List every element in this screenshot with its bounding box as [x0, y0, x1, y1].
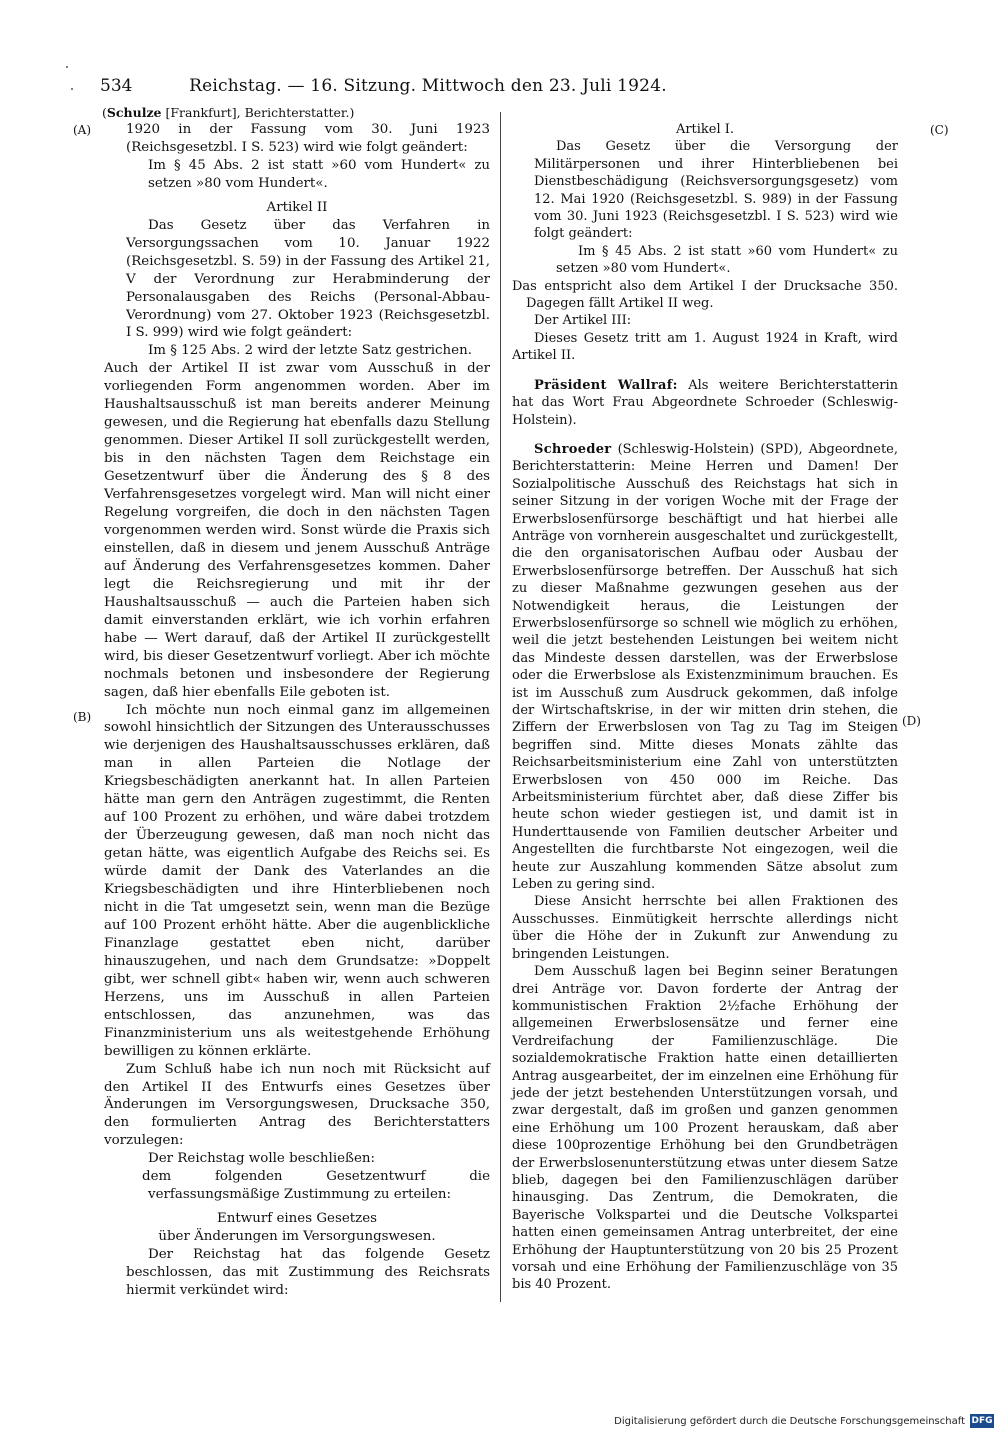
page-header: [100, 76, 706, 102]
law-amendment: Im § 45 Abs. 2 ist statt »60 vom Hundert« zu setzen »80 vom Hundert«.: [556, 243, 898, 277]
credit-text: Digitalisierung gefördert durch die Deutsche Forschungsgemeinschaft: [614, 1415, 965, 1427]
motion-text: dem folgenden Gesetzentwurf die verfassungsmäßige Zustimmung zu erteilen:: [142, 1169, 490, 1203]
margin-mark-b: (B): [73, 710, 92, 724]
law-text-continuation: 1920 in der Fassung vom 30. Juni 1923 (Reichsgesetzbl. I S. 523) wird wie folgt geändert:: [126, 122, 490, 155]
speaker-paragraph: [512, 441, 898, 894]
scan-speck: [71, 88, 73, 90]
speech-paragraph: Dieses Gesetz tritt am 1. August 1924 in Kraft, wird Artikel II.: [512, 330, 898, 364]
running-title: Reichstag. — 16. Sitzung. Mittwoch den 23. Juli 1924.: [189, 76, 667, 96]
law-text: Das Gesetz über das Verfahren in Versorgungssachen vom 10. Januar 1922 (Reichsgesetzbl. S. 59) in der Fassung des Artikel 21, V der Verordnung zur Herabminderung der Personalausgaben des Reichs (Personal-Abbau-Verordnung) vom 27. Oktober 1923 (Reichsgesetzbl. I S. 999) wird wie folgt geändert:: [126, 217, 490, 341]
speech-paragraph: Der Artikel III:: [534, 313, 632, 329]
speaker-text: Als weitere Berichterstatterin hat das Wort Frau Abgeordnete Schroeder (Schleswig-Holstein).: [512, 377, 899, 428]
speaker-tag-open: (: [102, 105, 107, 120]
speaker-name: Schroeder: [534, 441, 612, 457]
bill-subtitle: über Änderungen im Versorgungswesen.: [158, 1229, 436, 1245]
left-column: [104, 121, 490, 1300]
speech-paragraph: Das entspricht also dem Artikel I der Drucksache 350. Dagegen fällt Artikel II weg.: [512, 278, 898, 312]
bill-title: Entwurf eines Gesetzes: [216, 1211, 377, 1227]
law-amendment: Im § 45 Abs. 2 ist statt »60 vom Hundert« zu setzen »80 vom Hundert«.: [148, 157, 490, 191]
page-number: 534: [100, 76, 133, 96]
speech-paragraph: Dem Ausschuß lagen bei Beginn seiner Beratungen drei Anträge vor. Davon forderte der Antrag der kommunistischen Fraktion 2½fache Erhöhung der allgemeinen Erwerbslosensätze und ferner eine Verdreifachung der Familienzuschläge. Die sozialdemokratische Fraktion hatte einen detaillierten Antrag ausgearbeitet, der im einzelnen eine Erhöhung für jede der jetzt bestehenden Unterstützungen vorsah, und zwar dergestalt, daß im großen und ganzen genommen eine Erhöhung um 100 Prozent herauskam, daß aber diese 100prozentige Erhöhung bei den Grundbeträgen der Erwerbslosenunterstützung etwas unter diesem Satze blieb, dagegen bei den Familienzuschlägen darüber hinausging. Das Zentrum, die Demokraten, die Bayerische Volkspartei und die Deutsche Volkspartei hatten einen gemeinsamen Antrag unterbreitet, der eine Erhöhung der Hauptunterstützung von 20 bis 25 Prozent vorsah und eine Erhöhung der Familienzuschläge von 35 bis 40 Prozent.: [512, 964, 898, 1293]
speech-paragraph: Ich möchte nun noch einmal ganz im allgemeinen sowohl hinsichtlich der Sitzungen des Unterausschusses wie derjenigen des Haushaltsausschusses erklären, daß man in allen Parteien die Notlage der Kriegsbeschädigten anerkannt hat. In allen Parteien hätte man gern den Anträgen zugestimmt, die Renten auf 100 Prozent zu erhöhen, und wäre dabei trotzdem der Überzeugung gewesen, daß man noch nicht das getan hätte, was eigentlich Aufgabe des Reichs sei. Es würde damit der Dank des Vaterlandes an die Kriegsbeschädigten und ihre Hinterbliebenen noch nicht in die Tat umgesetzt sein, wenn man die Bezüge auf 100 Prozent erhöht hätte. Aber die augenblickliche Finanzlage gestattet eben nicht, darüber hinauszugehen, und nach dem Grundsatze: »Doppelt gibt, wer schnell gibt« haben wir, wenn auch schweren Herzens, uns im Ausschuß in allen Parteien entschlossen, das anzunehmen, was das Finanzministerium uns als weitestgehende Erhöhung bewilligen zu können erklärte.: [104, 702, 490, 1059]
speaker-paragraph: [512, 377, 898, 429]
article-heading: Artikel II: [266, 199, 328, 215]
speaker-text: (Schleswig-Holstein) (SPD), Abgeordnete, Berichterstatterin: Meine Herren und Damen! Der Sozialpolitische Ausschuß des Reichstags hat sich in seiner Sitzung in der vorigen Woche mit der Frage der Erwerbslosenfürsorge beschäftigt und hat hierbei alle Anträge von vornherein ausgeschaltet und zurückgestellt, die den organisatorischen Aufbau oder Ausbau der Erwerbslosenfürsorge betreffen. Der Ausschuß hat sich zu dieser Maßnahme gezwungen gesehen aus der Notwendigkeit heraus, die Leistungen der Erwerbslosenfürsorge so schnell wie möglich zu erhöhen, weil die jetzt bestehenden Leistungen bei weitem nicht das Mindeste dessen darstellen, was der Erwerbslose oder die Erwerbslose als Existenzminimum brauchen. Es ist im Ausschuß zum Ausdruck gekommen, daß infolge der Wirtschaftskrise, in der wir mitten drin stehen, die Ziffern der Erwerbslosen von Tag zu Tag im Steigen begriffen sind. Mitte dieses Monats zählte das Reichsarbeitsministerium eine Zahl von unterstützten Erwerbslosen von 450 000 im Reiche. Das Arbeitsministerium fürchtet aber, daß diese Ziffer bis heute schon wieder gestiegen ist, und damit ist in Hunderttausende von Familien deutscher Arbeiter und Angestellten die furchtbarste Not eingezogen, weil die heute zur Auszahlung kommenden Sätze absolut zum Leben zu gering sind.: [512, 441, 898, 893]
margin-mark-d: (D): [902, 714, 921, 728]
margin-mark-c: (C): [930, 123, 949, 137]
article-heading: Artikel I.: [675, 122, 735, 137]
scan-speck: [66, 66, 68, 68]
speaker-tag-rest: [Frankfurt], Berichterstatter.): [161, 105, 355, 120]
speaker-tag-name: Schulze: [106, 105, 162, 120]
column-divider: [500, 112, 501, 1302]
speech-paragraph: Auch der Artikel II ist zwar vom Ausschuß in der vorliegenden Form angenommen worden. Aber im Haushaltsausschuß ist man bereits anderer Meinung gewesen, und die Regierung hat ebenfalls dazu Stellung genommen. Dieser Artikel II soll zurückgestellt werden, bis in den nächsten Tagen dem Reichstage ein Gesetzentwurf über die Änderung des § 8 des Verfahrensgesetzes vorgelegt wird. Man will nicht einer Regelung vorgreifen, die doch in den nächsten Tagen vorgenommen werden wird. Sonst würde die Praxis sich einstellen, daß in diesem und jenem Ausschuß Anträge auf Änderung des Verfahrensgesetzes kommen. Daher legt die Reichsregierung und mit ihr der Haushaltsausschuß — auch die Parteien haben sich damit einverstanden erklärt, wie ich vorhin erfahren habe — Wert darauf, daß der Artikel II zurückgestellt wird, bis dieser Gesetzentwurf vorliegt. Aber ich möchte nochmals betonen und insbesondere der Regierung sagen, daß hier ebenfalls Eile geboten ist.: [104, 361, 490, 700]
margin-mark-a: (A): [73, 123, 92, 137]
speaker-name: Präsident Wallraf:: [534, 377, 678, 393]
motion-text: Der Reichstag wolle beschließen:: [148, 1151, 376, 1167]
speech-paragraph: Diese Ansicht herrschte bei allen Fraktionen des Ausschusses. Einmütigkeit herrschte allerdings nicht über die Höhe der in Zukunft zur Anwendung zu bringenden Leistungen.: [512, 894, 898, 962]
dfg-logo-icon: DFG: [971, 1416, 993, 1426]
law-text: Das Gesetz über die Versorgung der Militärpersonen und ihrer Hinterbliebenen bei Dienstbeschädigung (Reichsversorgungsgesetz) vom 12. Mai 1920 (Reichsgesetzbl. S. 989) in der Fassung vom 30. Juni 1923 (Reichsgesetzbl. I S. 523) wird wie folgt geändert:: [534, 139, 898, 242]
speaker-tag: [102, 105, 354, 120]
law-amendment: Im § 125 Abs. 2 wird der letzte Satz gestrichen.: [148, 343, 472, 359]
bill-preamble: Der Reichstag hat das folgende Gesetz beschlossen, das mit Zustimmung des Reichsrats hiermit verkündet wird:: [126, 1247, 490, 1298]
right-column: [512, 121, 898, 1294]
digitization-credit: [614, 1412, 994, 1430]
speech-paragraph: Zum Schluß habe ich nun noch mit Rücksicht auf den Artikel II des Entwurfs eines Gesetzes über Änderungen im Versorgungswesen, Drucksache 350, den formulierten Antrag des Berichterstatters vorzulegen:: [104, 1061, 490, 1149]
